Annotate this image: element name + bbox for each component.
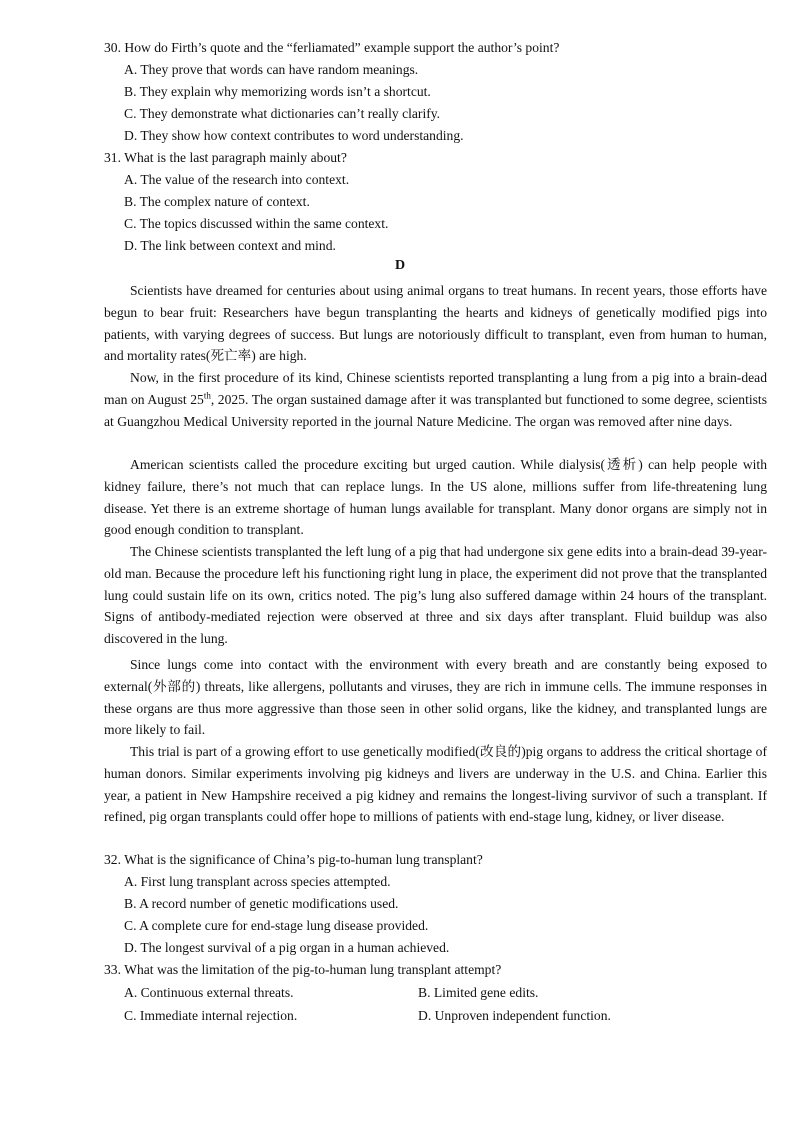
question-32-option-b: B. A record number of genetic modifications used. <box>124 896 399 911</box>
question-32-stem: 32. What is the significance of China’s pig-to-human lung transplant? <box>104 852 483 867</box>
question-33-option-b: B. Limited gene edits. <box>418 985 539 1000</box>
question-33-option-c: C. Immediate internal rejection. <box>124 1008 298 1023</box>
passage-paragraph: The Chinese scientists transplanted the left lung of a pig that had undergone six gene edits into a brain-dead 39-year-old man. Because the procedure left his functioning right lung in place, the experiment did not prove that the transplanted lung could sustain life on its own, critics noted. The pig’s lung also suffered damage within 24 hours of the transplant. Signs of antibody-mediated rejection were observed at three and six days after transplant. Fluid buildup was also discovered in the lung. <box>104 544 767 647</box>
passage-paragraph: Now, in the first procedure of its kind, Chinese scientists reported transplanting a lung from a pig into a brain-dead man on August 25th, 2025. The organ sustained damage after it was transplanted but functioned to some degree, scientists at Guangzhou Medical University reported in the journal Nature Medicine. The organ was removed after nine days. <box>104 370 767 429</box>
passage-paragraph: American scientists called the procedure exciting but urged caution. While dialysis(透析) can help people with kidney failure, there’s not much that can replace lungs. In the US alone, millions suffer from life-threatening lung disease. Yet there is an extreme shortage of human lungs available for transplant. Many donor organs are simply not in good enough condition to transplant. <box>104 457 767 538</box>
passage-heading: D <box>394 258 406 273</box>
question-30-option-b: B. They explain why memorizing words isn’t a shortcut. <box>124 84 431 99</box>
question-30-option-d: D. They show how context contributes to word understanding. <box>124 128 464 143</box>
passage-paragraph: This trial is part of a growing effort to use genetically modified(改良的)pig organs to address the critical shortage of human donors. Similar experiments involving pig kidneys and livers are underway in the U.S. and China. Earlier this year, a patient in New Hampshire received a pig kidney and remains the longest-living survivor of such a transplant. If refined, pig organ transplants could offer hope to millions of patients with end-stage lung, kidney, or liver disease. <box>104 744 767 825</box>
question-30-option-c: C. They demonstrate what dictionaries can’t really clarify. <box>124 106 441 121</box>
question-32-option-d: D. The longest survival of a pig organ in a human achieved. <box>124 940 450 955</box>
question-31-stem: 31. What is the last paragraph mainly about? <box>104 150 347 165</box>
question-30-stem: 30. How do Firth’s quote and the “ferliamated” example support the author’s point? <box>104 40 560 55</box>
question-32-option-a: A. First lung transplant across species attempted. <box>124 874 391 889</box>
passage-paragraph: Since lungs come into contact with the environment with every breath and are constantly being exposed to external(外部的) threats, like allergens, pollutants and viruses, they are rich in immune cells. The immune responses in these organs are thus more aggressive than those seen in other solid organs, like the kidney, and transplanted lungs are more likely to fail. <box>104 657 767 738</box>
question-31-option-c: C. The topics discussed within the same context. <box>124 216 389 231</box>
question-31-option-b: B. The complex nature of context. <box>124 194 310 209</box>
question-33-option-d: D. Unproven independent function. <box>418 1008 611 1023</box>
question-33-option-a: A. Continuous external threats. <box>124 985 294 1000</box>
question-33-stem: 33. What was the limitation of the pig-to-human lung transplant attempt? <box>104 962 502 977</box>
question-32-option-c: C. A complete cure for end-stage lung disease provided. <box>124 918 429 933</box>
question-31-option-d: D. The link between context and mind. <box>124 238 336 253</box>
passage-paragraph: Scientists have dreamed for centuries about using animal organs to treat humans. In recent years, those efforts have begun to bear fruit: Researchers have begun transplanting the hearts and kidneys of genetically modified pigs into patients, with varying degrees of success. But lungs are notoriously difficult to transplant, even from human to human, and mortality rates(死亡率) are high. <box>104 283 767 364</box>
question-31-option-a: A. The value of the research into context. <box>124 172 350 187</box>
question-30-option-a: A. They prove that words can have random meanings. <box>124 62 419 77</box>
